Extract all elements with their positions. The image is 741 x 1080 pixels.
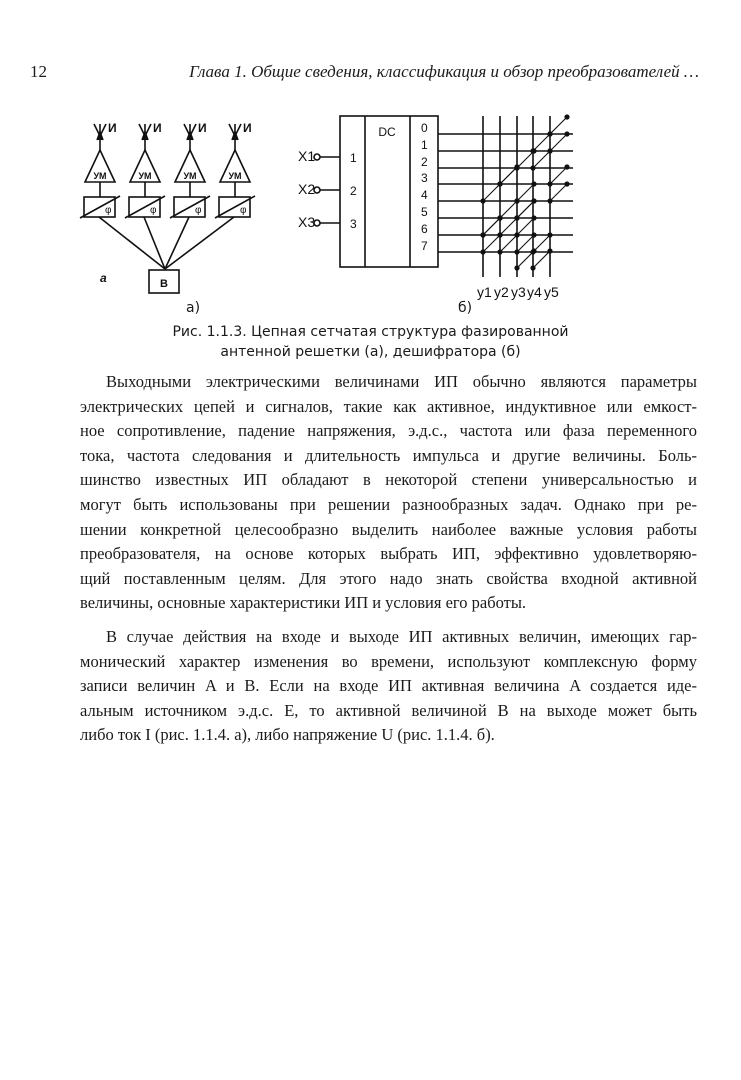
subfigure-a-label: а) [186, 300, 201, 316]
junction-dot [481, 250, 485, 254]
diode-icon [517, 235, 534, 252]
input-label: X2 [298, 181, 316, 197]
junction-dot [548, 182, 552, 186]
junction-dot [565, 115, 569, 119]
input-label: X1 [298, 148, 316, 164]
column-label: y4 [527, 284, 542, 300]
junction-dot [565, 165, 569, 169]
diode-icon [517, 151, 534, 168]
output-pin: 3 [421, 171, 428, 185]
decoder-label: DC [378, 125, 396, 139]
diode-icon [517, 184, 534, 201]
junction-dot [548, 132, 552, 136]
diode-icon [500, 167, 517, 184]
junction-dot [515, 216, 519, 220]
antenna-label: И [108, 121, 117, 135]
page-number: 12 [30, 62, 47, 81]
amplifier-label: УМ [93, 171, 107, 181]
junction-dot [481, 233, 485, 237]
text-line: величины, основные характеристики ИП и условия его работы. [80, 593, 527, 613]
junction-dot [548, 233, 552, 237]
input-pin: 1 [350, 151, 357, 165]
junction-dot [515, 233, 519, 237]
junction-dot [515, 165, 519, 169]
text-line: электрических цепей и сигналов, такие как активное, индуктивное или емкост- [80, 396, 697, 416]
output-pin: 0 [421, 121, 428, 135]
figure-caption-line2: антенной решетки (а), дешифратора (б) [220, 344, 521, 360]
diode-icon [500, 218, 517, 235]
output-pin: 6 [421, 222, 428, 236]
junction-dot [515, 266, 519, 270]
junction-dot [532, 233, 536, 237]
junction-dot [548, 199, 552, 203]
phase-label: φ [150, 205, 157, 216]
paragraph-2 [80, 625, 697, 748]
junction-dot [532, 216, 536, 220]
phase-arrow [80, 196, 120, 218]
text-line: альным источником э.д.с. E, то активной величиной B на выходе может быть [80, 700, 697, 720]
diode-icon [517, 218, 534, 235]
phase-arrow [170, 196, 210, 218]
diode-icon [483, 235, 500, 252]
figure-a-mark: а [100, 271, 107, 285]
feed-line [165, 217, 189, 269]
input-label: X3 [298, 214, 316, 230]
output-pin: 4 [421, 188, 428, 202]
running-title: Глава 1. Общие сведения, классификация и обзор преобразователей … [189, 62, 699, 81]
column-label: y5 [544, 284, 559, 300]
diode-icon [500, 235, 517, 252]
diode-icon [500, 201, 517, 218]
junction-dot [565, 132, 569, 136]
phase-label: φ [195, 205, 202, 216]
junction-dot [515, 250, 519, 254]
junction-dot [498, 216, 502, 220]
junction-dot [532, 199, 536, 203]
text-line: могут быть использованы при решении разнообразных задач. Однако при ре- [80, 494, 697, 514]
output-pin: 5 [421, 205, 428, 219]
junction-dot [515, 199, 519, 203]
column-label: y1 [477, 284, 492, 300]
amplifier-label: УМ [138, 171, 152, 181]
diode-icon [533, 251, 550, 268]
amplifier-label: УМ [183, 171, 197, 181]
phase-label: φ [105, 205, 112, 216]
text-line: Выходными электрическими величинами ИП обычно являются параметры [106, 372, 697, 391]
junction-dot [481, 199, 485, 203]
junction-dot [498, 233, 502, 237]
text-line: В случае действия на входе и выходе ИП активных величин, имеющих гар- [106, 627, 697, 646]
feed-line [165, 217, 234, 269]
diode-icon [517, 201, 534, 218]
column-label: y3 [511, 284, 526, 300]
subfigure-b-label: б) [458, 300, 473, 316]
amplifier-label: УМ [228, 171, 242, 181]
diode-icon [550, 167, 567, 184]
text-line: монический характер изменения во времени, используют комплексную форму [80, 651, 697, 671]
text-line: тока, частота следования и длительность импульса и другие величины. Боль- [80, 445, 697, 465]
input-pin: 3 [350, 217, 357, 231]
junction-dot [548, 149, 552, 153]
diode-icon [533, 235, 550, 252]
antenna-label: И [153, 121, 162, 135]
junction-dot [548, 249, 552, 253]
paragraph-1 [80, 370, 697, 616]
antenna-label: И [198, 121, 207, 135]
diode-icon [533, 151, 550, 168]
junction-dot [565, 182, 569, 186]
figure-caption-line1: Рис. 1.1.3. Цепная сетчатая структура фазированной [172, 324, 569, 340]
text-line: либо ток I (рис. 1.1.4. а), либо напряжение U (рис. 1.1.4. б). [80, 725, 495, 745]
text-line: шинство известных ИП обладают в некоторой степени универсальностью и [80, 470, 697, 490]
text-line: щий поставленным целям. Для этого надо знать свойства входной активной [80, 568, 697, 588]
figure-diagram [0, 0, 741, 300]
phase-label: φ [240, 205, 247, 216]
text-line: записи величин A и B. Если на входе ИП активная величина A создается иде- [80, 676, 697, 696]
phase-arrow [125, 196, 165, 218]
diode-icon [550, 184, 567, 201]
junction-dot [532, 149, 536, 153]
output-pin: 2 [421, 155, 428, 169]
column-label: y2 [494, 284, 509, 300]
junction-dot [531, 250, 535, 254]
diode-icon [550, 117, 567, 134]
phase-arrow [215, 196, 255, 218]
junction-dot [498, 250, 502, 254]
junction-dot [498, 182, 502, 186]
junction-dot [531, 266, 535, 270]
diode-icon [483, 218, 500, 235]
input-pin: 2 [350, 184, 357, 198]
diode-icon [550, 134, 567, 151]
junction-dot [532, 182, 536, 186]
output-pin: 1 [421, 138, 428, 152]
text-line: шении конкретной целесообразно выделить наиболее важные условия работы [80, 519, 697, 539]
diode-icon [483, 184, 500, 201]
junction-dot [531, 166, 535, 170]
diode-icon [533, 134, 550, 151]
text-line: преобразователя, на основе которых выбрать ИП, эффективно удовлетворяю- [80, 544, 697, 564]
antenna-label: И [243, 121, 252, 135]
output-pin: 7 [421, 239, 428, 253]
text-line: ное сопротивление, падение напряжения, э.д.с., частота или фаза переменного [80, 421, 697, 441]
source-label: В [160, 278, 168, 290]
